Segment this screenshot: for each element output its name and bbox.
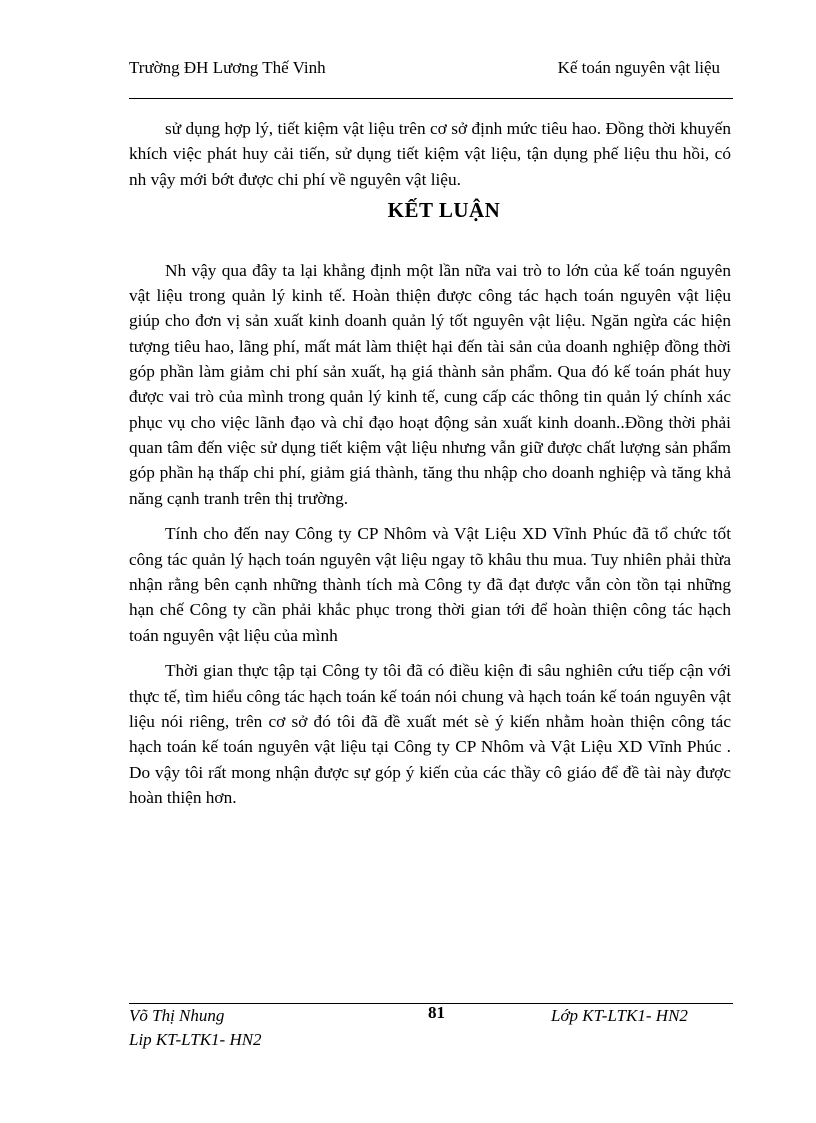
paragraph-3: Thời gian thực tập tại Công ty tôi đã có điều kiện đi sâu nghiên cứu tiếp cận với thực tế, tìm hiểu công tác hạch toán kế toán nói chung và hạch toán kế toán nguyên vật liệu nói riêng, trên cơ sở đó tôi đã đề xuất mét sè ý kiến nhằm hoàn thiện công tác hạch toán kế toán nguyên vật liệu tại Công ty CP Nhôm và Vật Liệu XD Vĩnh Phúc . Do vậy tôi rất mong nhận được sự góp ý kiến của các thầy cô giáo để đề tài này được hoàn thiện hơn. <box>129 661 731 807</box>
section-heading: KẾT LUẬN <box>387 197 501 222</box>
page-footer <box>129 1003 733 1054</box>
footer-class-right: Lớp KT-LTK1- HN2 <box>551 1006 688 1025</box>
paragraph-1: Nh vậy qua đây ta lại khẳng định một lần nữa vai trò to lớn của kế toán nguyên vật liệu trong quản lý kinh tế. Hoàn thiện được công tác hạch toán nguyên vật liệu giúp cho đơn vị sản xuất kinh doanh quản lý tốt nguyên vật liệu. Ngăn ngừa các hiện tượng tiêu hao, lãng phí, mất mát làm thiệt hại đến tài sản của doanh nghiệp đồng thời góp phần làm giảm chi phí sản xuất, hạ giá thành sản phẩm. Qua đó kế toán phát huy được vai trò của mình trong quản lý kinh tế, cung cấp các thông tin quản lý chính xác phục vụ cho việc lãnh đạo và chỉ đạo hoạt động sản xuất kinh doanh..Đồng thời phải quan tâm đến việc sử dụng tiết kiệm vật liệu nhưng vẫn giữ được chất lượng sản phẩm góp phần hạ thấp chi phí, giảm giá thành, tăng thu nhập cho doanh nghiệp và tăng khả năng cạnh tranh trên thị trường. <box>129 260 731 508</box>
footer-class-left: Lip KT-LTK1- HN2 <box>129 1030 262 1049</box>
footer-author: Võ Thị Nhung <box>129 1006 225 1025</box>
document-body <box>129 116 731 821</box>
paragraph-2: Tính cho đến nay Công ty CP Nhôm và Vật Liệu XD Vĩnh Phúc đã tổ chức tốt công tác quản lý hạch toán nguyên vật liệu ngay tõ khâu thu mua. Tuy nhiên phải thừa nhận rằng bên cạnh những thành tích mà Công ty đã đạt được vẫn còn tồn tại những hạn chế Công ty cần phải khắc phục trong thời gian tới để hoàn thiện công tác hạch toán nguyên vật liệu của mình <box>129 524 731 645</box>
page-header <box>129 58 732 82</box>
intro-paragraph: sử dụng hợp lý, tiết kiệm vật liệu trên cơ sở định mức tiêu hao. Đồng thời khuyến khích việc phát huy cải tiến, sử dụng tiết kiệm vật liệu, tận dụng phế liệu thu hồi, có nh vậy mới bớt được chi phí về nguyên vật liệu. <box>129 119 731 189</box>
header-divider <box>129 98 733 99</box>
header-subject: Kế toán nguyên vật liệu <box>557 58 720 77</box>
header-school: Trường ĐH Lương Thế Vinh <box>129 58 326 77</box>
page-number: 81 <box>428 1003 445 1022</box>
